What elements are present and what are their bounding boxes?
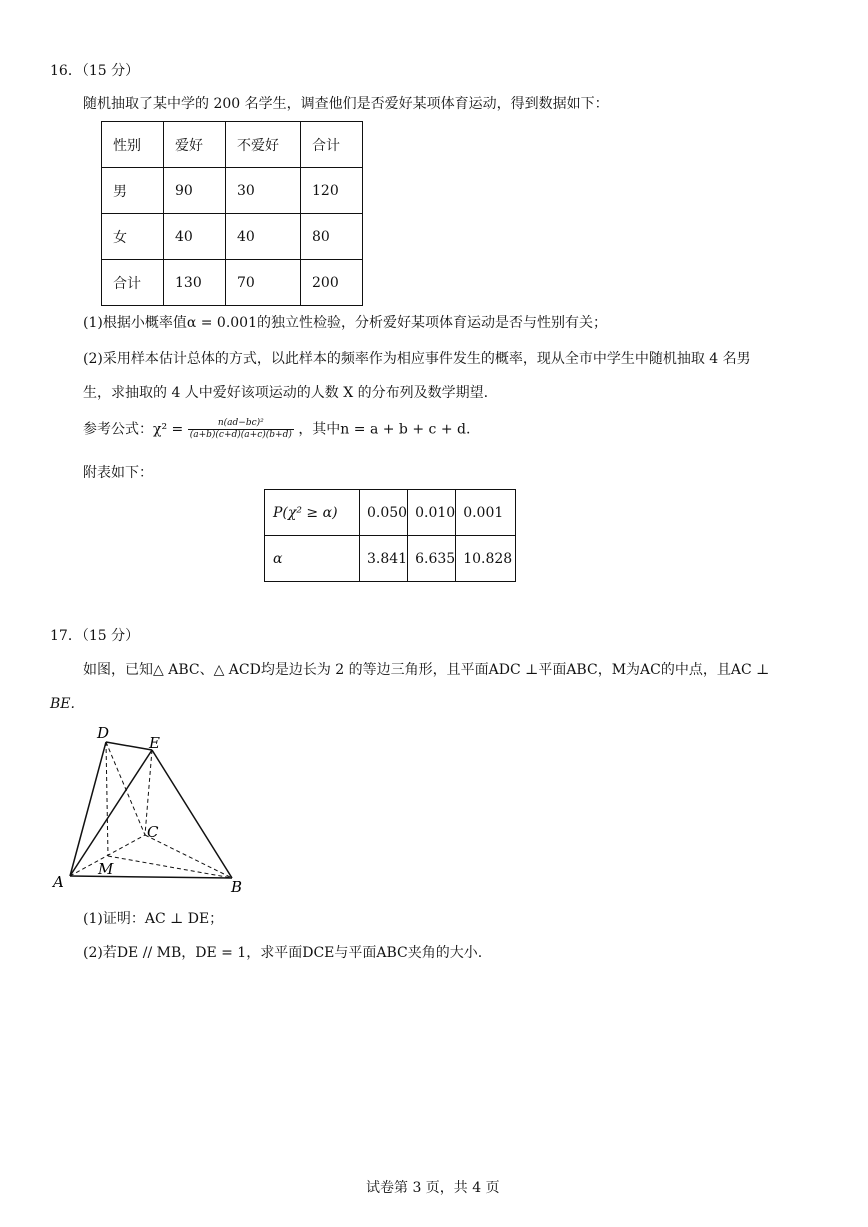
table-cell: 30 xyxy=(226,168,301,214)
q16-header: 16．（15 分） xyxy=(50,63,140,79)
label-E: E xyxy=(149,734,160,752)
formula-fraction xyxy=(188,418,294,441)
edge-AB xyxy=(70,876,232,878)
page-footer: 试卷第 3 页，共 4 页 xyxy=(366,1180,500,1196)
appendix-label: 附表如下： xyxy=(83,465,153,481)
edge-EB xyxy=(152,750,232,878)
table-cell: 80 xyxy=(301,214,363,260)
table-cell: 不爱好 xyxy=(226,122,301,168)
table-cell: 6.635 xyxy=(408,536,456,582)
table-cell: 10.828 xyxy=(456,536,516,582)
table-cell: 0.010 xyxy=(408,490,456,536)
table-cell: 性别 xyxy=(102,122,164,168)
table-cell: 40 xyxy=(164,214,226,260)
formula-numerator: n(ad−bc)² xyxy=(188,418,294,430)
q17-part2: (2)若DE // MB，DE = 1，求平面DCE与平面ABC夹角的大小. xyxy=(83,945,483,961)
table-row xyxy=(265,490,516,536)
label-M: M xyxy=(98,860,114,878)
table-row xyxy=(102,168,363,214)
formula-denominator: (a+b)(c+d)(a+c)(b+d) xyxy=(189,430,292,440)
table-header-row xyxy=(102,122,363,168)
formula-suffix: ，其中n = a + b + c + d. xyxy=(298,421,471,438)
q17-part1: (1)证明：AC ⊥ DE； xyxy=(83,911,224,927)
q16-intro: 随机抽取了某中学的 200 名学生，调查他们是否爱好某项体育运动，得到数据如下： xyxy=(83,96,609,112)
q17-intro-line2: BE. xyxy=(50,696,75,712)
q16-part2-line2: 生，求抽取的 4 人中爱好该项运动的人数 X 的分布列及数学期望. xyxy=(83,385,489,401)
table-row xyxy=(102,214,363,260)
table-cell: 爱好 xyxy=(164,122,226,168)
table-cell: 男 xyxy=(102,168,164,214)
survey-table xyxy=(101,121,363,306)
table-cell: 90 xyxy=(164,168,226,214)
table-cell: 120 xyxy=(301,168,363,214)
table-cell: 130 xyxy=(164,260,226,306)
table-cell: 70 xyxy=(226,260,301,306)
q16-part2-line1: (2)采用样本估计总体的方式，以此样本的频率作为相应事件发生的概率，现从全市中学生中随机抽取 4 名男 xyxy=(83,351,751,367)
geometry-figure xyxy=(50,720,250,900)
q16-part1: (1)根据小概率值α = 0.001的独立性检验，分析爱好某项体育运动是否与性别有关； xyxy=(83,315,607,331)
edge-MB xyxy=(108,856,232,878)
q17-intro-line1: 如图，已知△ ABC、△ ACD均是边长为 2 的等边三角形，且平面ADC ⊥平面ABC，M为AC的中点，且AC ⊥ xyxy=(83,662,770,678)
label-B: B xyxy=(231,878,243,896)
table-cell: 3.841 xyxy=(360,536,408,582)
table-cell: α xyxy=(265,536,360,582)
label-D: D xyxy=(97,724,110,742)
table-cell: 女 xyxy=(102,214,164,260)
reference-table xyxy=(264,489,516,582)
edge-DE xyxy=(106,742,152,750)
table-cell: 合计 xyxy=(301,122,363,168)
edge-DC xyxy=(106,742,145,835)
formula-line xyxy=(83,418,470,441)
table-cell: 合计 xyxy=(102,260,164,306)
table-cell: 0.050 xyxy=(360,490,408,536)
edge-DA xyxy=(70,742,106,876)
q17-header: 17．（15 分） xyxy=(50,628,140,644)
table-cell: 0.001 xyxy=(456,490,516,536)
edge-DM xyxy=(106,742,108,856)
formula-prefix: 参考公式：χ² = xyxy=(83,421,184,438)
label-A: A xyxy=(53,873,64,891)
table-row xyxy=(102,260,363,306)
edge-EA xyxy=(70,750,152,876)
label-C: C xyxy=(147,823,159,841)
table-row xyxy=(265,536,516,582)
table-cell: 40 xyxy=(226,214,301,260)
table-cell: 200 xyxy=(301,260,363,306)
table-cell: P(χ² ≥ α) xyxy=(265,490,360,536)
